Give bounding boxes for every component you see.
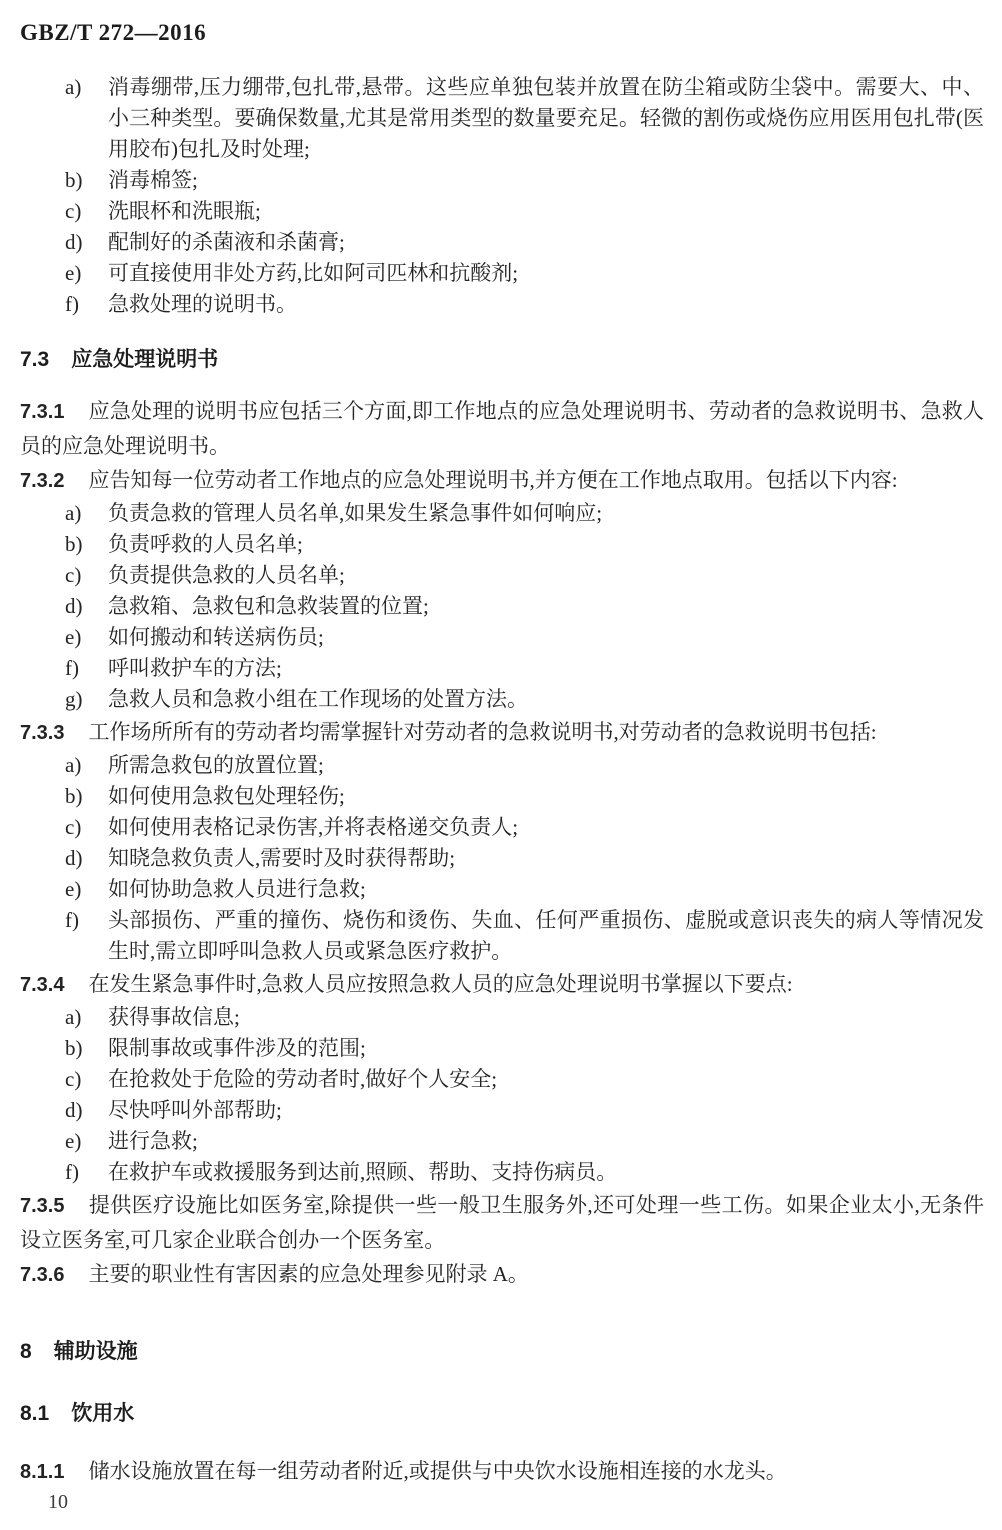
item-marker: b) <box>65 784 83 808</box>
clause-number: 7.3.2 <box>20 470 65 492</box>
item-marker: d) <box>65 846 83 870</box>
section-title: 饮用水 <box>71 1402 135 1425</box>
clause-7-3-5 <box>20 1188 984 1257</box>
item-text: 可直接使用非处方药,比如阿司匹林和抗酸剂; <box>108 261 519 285</box>
item-marker: a) <box>65 75 82 99</box>
list-item <box>65 684 984 715</box>
item-text: 消毒绷带,压力绷带,包扎带,悬带。这些应单独包装并放置在防尘箱或防尘袋中。需要大、中、小三种类型。要确保数量,尤其是常用类型的数量要充足。轻微的割伤或烧伤应用医用包扎带(医用胶布)包扎及时处理; <box>108 75 984 161</box>
item-text: 所需急救包的放置位置; <box>108 753 324 777</box>
list-item <box>65 1157 984 1188</box>
list-item <box>65 1095 984 1126</box>
item-text: 负责提供急救的人员名单; <box>108 563 345 587</box>
list-item <box>65 529 984 560</box>
item-text: 头部损伤、严重的撞伤、烧伤和烫伤、失血、任何严重损伤、虚脱或意识丧失的病人等情况发生时,需立即呼叫急救人员或紧急医疗救护。 <box>108 908 984 963</box>
list-item <box>65 653 984 684</box>
item-marker: d) <box>65 230 83 254</box>
item-text: 急救处理的说明书。 <box>108 292 297 316</box>
list-item <box>65 750 984 781</box>
list-item <box>65 289 984 320</box>
item-text: 尽快呼叫外部帮助; <box>108 1098 282 1122</box>
item-text: 洗眼杯和洗眼瓶; <box>108 199 261 223</box>
clause-text: 应告知每一位劳动者工作地点的应急处理说明书,并方便在工作地点取用。包括以下内容: <box>88 468 898 492</box>
clause-number: 7.3.3 <box>20 722 65 744</box>
clause-7-3-3 <box>20 715 984 750</box>
workplace-instructions-list <box>65 498 984 715</box>
list-item <box>65 843 984 874</box>
item-marker: b) <box>65 532 83 556</box>
list-item <box>65 560 984 591</box>
item-text: 在抢救处于危险的劳动者时,做好个人安全; <box>108 1067 498 1091</box>
list-item <box>65 1064 984 1095</box>
first-aid-supplies-list <box>65 72 984 320</box>
item-text: 配制好的杀菌液和杀菌膏; <box>108 230 345 254</box>
list-item <box>65 258 984 289</box>
item-marker: g) <box>65 687 83 711</box>
list-item <box>65 72 984 165</box>
list-item <box>65 874 984 905</box>
item-text: 知晓急救负责人,需要时及时获得帮助; <box>108 846 456 870</box>
list-item <box>65 591 984 622</box>
item-text: 在救护车或救援服务到达前,照顾、帮助、支持伤病员。 <box>108 1160 618 1184</box>
section-number: 8 <box>20 1340 32 1363</box>
section-number: 8.1 <box>20 1402 50 1425</box>
list-item <box>65 196 984 227</box>
list-item <box>65 1126 984 1157</box>
list-item <box>65 227 984 258</box>
page-number: 10 <box>48 1491 68 1513</box>
item-text: 获得事故信息; <box>108 1005 240 1029</box>
item-marker: b) <box>65 1036 83 1060</box>
item-marker: e) <box>65 625 82 649</box>
item-marker: e) <box>65 1129 82 1153</box>
responder-key-points-list <box>65 1002 984 1188</box>
item-marker: f) <box>65 656 79 680</box>
list-item <box>65 812 984 843</box>
clause-8-1-1 <box>20 1454 984 1489</box>
clause-text: 储水设施放置在每一组劳动者附近,或提供与中央饮水设施相连接的水龙头。 <box>88 1459 787 1483</box>
item-text: 负责呼救的人员名单; <box>108 532 303 556</box>
item-marker: b) <box>65 168 83 192</box>
clause-number: 7.3.6 <box>20 1264 65 1286</box>
item-marker: c) <box>65 1067 82 1091</box>
clause-text: 工作场所所有的劳动者均需掌握针对劳动者的急救说明书,对劳动者的急救说明书包括: <box>88 720 877 744</box>
item-text: 如何使用表格记录伤害,并将表格递交负责人; <box>108 815 519 839</box>
section-7-3-heading <box>20 346 984 374</box>
clause-7-3-6 <box>20 1257 984 1292</box>
item-text: 消毒棉签; <box>108 168 198 192</box>
item-text: 如何使用急救包处理轻伤; <box>108 784 345 808</box>
list-item <box>65 1033 984 1064</box>
clause-number: 7.3.1 <box>20 401 65 423</box>
section-title: 应急处理说明书 <box>71 348 219 371</box>
item-text: 急救人员和急救小组在工作现场的处置方法。 <box>108 687 528 711</box>
section-8-1-heading <box>20 1400 984 1428</box>
list-item <box>65 905 984 967</box>
clause-number: 8.1.1 <box>20 1461 65 1483</box>
item-marker: c) <box>65 199 82 223</box>
list-item <box>65 165 984 196</box>
clause-number: 7.3.5 <box>20 1195 65 1217</box>
item-marker: a) <box>65 1005 82 1029</box>
clause-number: 7.3.4 <box>20 974 65 996</box>
section-8-heading <box>20 1338 984 1366</box>
item-marker: c) <box>65 563 82 587</box>
clause-7-3-2 <box>20 463 984 498</box>
section-title: 辅助设施 <box>53 1340 138 1363</box>
item-text: 进行急救; <box>108 1129 198 1153</box>
item-text: 负责急救的管理人员名单,如果发生紧急事件如何响应; <box>108 501 603 525</box>
item-marker: f) <box>65 908 79 932</box>
clause-text: 应急处理的说明书应包括三个方面,即工作地点的应急处理说明书、劳动者的急救说明书、急救人员的应急处理说明书。 <box>20 399 984 458</box>
clause-7-3-4 <box>20 967 984 1002</box>
standard-code-header: GBZ/T 272—2016 <box>20 20 207 45</box>
item-text: 如何协助急救人员进行急救; <box>108 877 366 901</box>
clause-text: 提供医疗设施比如医务室,除提供一些一般卫生服务外,还可处理一些工伤。如果企业太小,无条件设立医务室,可几家企业联合创办一个医务室。 <box>20 1193 984 1252</box>
item-marker: f) <box>65 292 79 316</box>
item-marker: f) <box>65 1160 79 1184</box>
list-item <box>65 622 984 653</box>
section-number: 7.3 <box>20 348 50 371</box>
item-marker: a) <box>65 501 82 525</box>
item-text: 呼叫救护车的方法; <box>108 656 282 680</box>
clause-text: 主要的职业性有害因素的应急处理参见附录 A。 <box>88 1262 529 1286</box>
item-marker: d) <box>65 594 83 618</box>
list-item <box>65 498 984 529</box>
item-marker: c) <box>65 815 82 839</box>
item-text: 如何搬动和转送病伤员; <box>108 625 324 649</box>
worker-instructions-list <box>65 750 984 967</box>
list-item <box>65 781 984 812</box>
item-marker: d) <box>65 1098 83 1122</box>
item-marker: e) <box>65 261 82 285</box>
list-item <box>65 1002 984 1033</box>
item-text: 限制事故或事件涉及的范围; <box>108 1036 366 1060</box>
clause-7-3-1 <box>20 394 984 463</box>
item-marker: e) <box>65 877 82 901</box>
item-text: 急救箱、急救包和急救装置的位置; <box>108 594 429 618</box>
clause-text: 在发生紧急事件时,急救人员应按照急救人员的应急处理说明书掌握以下要点: <box>88 972 793 996</box>
item-marker: a) <box>65 753 82 777</box>
